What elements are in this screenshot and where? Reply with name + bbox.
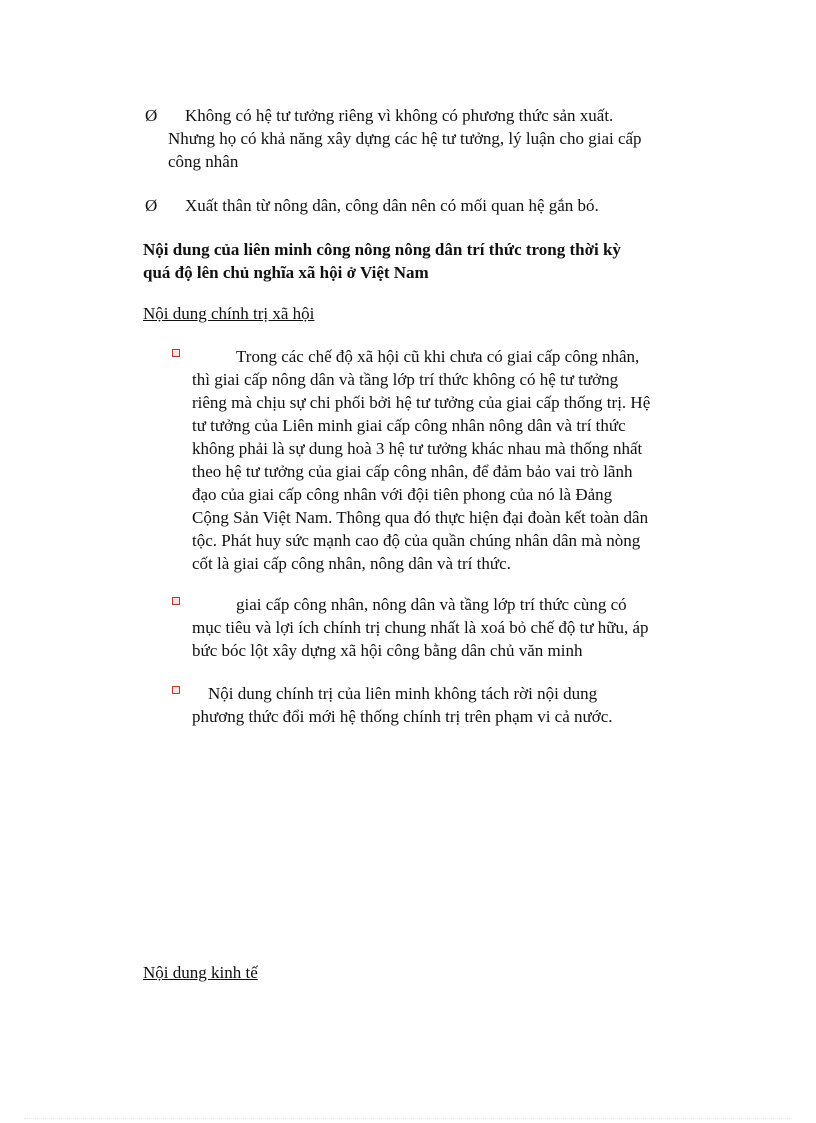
paragraph-line: công nhân — [168, 152, 239, 171]
paragraph-line: tộc. Phát huy sức mạnh cao độ của quần chúng nhân dân mà nòng — [192, 531, 641, 550]
square-bullet-icon — [172, 686, 180, 694]
section-heading: Nội dung của liên minh công nông nông dân trí thức trong thời kỳ — [143, 240, 621, 259]
paragraph-line: Trong các chế độ xã hội cũ khi chưa có giai cấp công nhân, — [236, 347, 640, 366]
subsection-title-politics: Nội dung chính trị xã hội — [143, 304, 315, 323]
paragraph-line: Nhưng họ có khả năng xây dựng các hệ tư tưởng, lý luận cho giai cấp — [168, 129, 642, 148]
paragraph-line: đạo của giai cấp công nhân với đội tiên phong của nó là Đảng — [192, 485, 613, 504]
subsection-title-economy: Nội dung kinh tế — [143, 963, 258, 982]
paragraph-line: không phải là sự dung hoà 3 hệ tư tưởng khác nhau mà thống nhất — [192, 439, 643, 458]
paragraph-line: Nội dung chính trị của liên minh không tách rời nội dung — [208, 684, 598, 703]
page-bottom-border — [24, 1118, 792, 1119]
paragraph-line: tư tưởng của Liên minh giai cấp công nhân nông dân và trí thức — [192, 416, 626, 435]
paragraph-line: giai cấp công nhân, nông dân và tầng lớp trí thức cùng có — [236, 595, 627, 614]
paragraph-line: phương thức đổi mới hệ thống chính trị trên phạm vi cả nước. — [192, 707, 613, 726]
bullet-arrow-icon: Ø — [145, 196, 158, 215]
paragraph-line: cốt là giai cấp công nhân, nông dân và trí thức. — [192, 554, 511, 573]
paragraph-line: Cộng Sản Việt Nam. Thông qua đó thực hiện đại đoàn kết toàn dân — [192, 508, 649, 527]
paragraph-line: thì giai cấp nông dân và tầng lớp trí thức không có hệ tư tưởng — [192, 370, 619, 389]
paragraph-line: riêng mà chịu sự chi phối bởi hệ tư tưởng của giai cấp thống trị. Hệ — [192, 393, 651, 412]
paragraph-line: theo hệ tư tưởng của giai cấp công nhân, để đảm bảo vai trò lãnh — [192, 462, 633, 481]
bullet-arrow-icon: Ø — [145, 106, 158, 125]
square-bullet-icon — [172, 597, 180, 605]
paragraph-line: bức bóc lột xây dựng xã hội công bằng dân chủ văn minh — [192, 641, 583, 660]
paragraph-line: Không có hệ tư tưởng riêng vì không có phương thức sản xuất. — [185, 106, 614, 125]
paragraph-line: mục tiêu và lợi ích chính trị chung nhất là xoá bỏ chế độ tư hữu, áp — [192, 618, 649, 637]
square-bullet-icon — [172, 349, 180, 357]
section-heading: quá độ lên chủ nghĩa xã hội ở Việt Nam — [143, 263, 429, 282]
paragraph-line: Xuất thân từ nông dân, công dân nên có mối quan hệ gắn bó. — [185, 196, 599, 215]
